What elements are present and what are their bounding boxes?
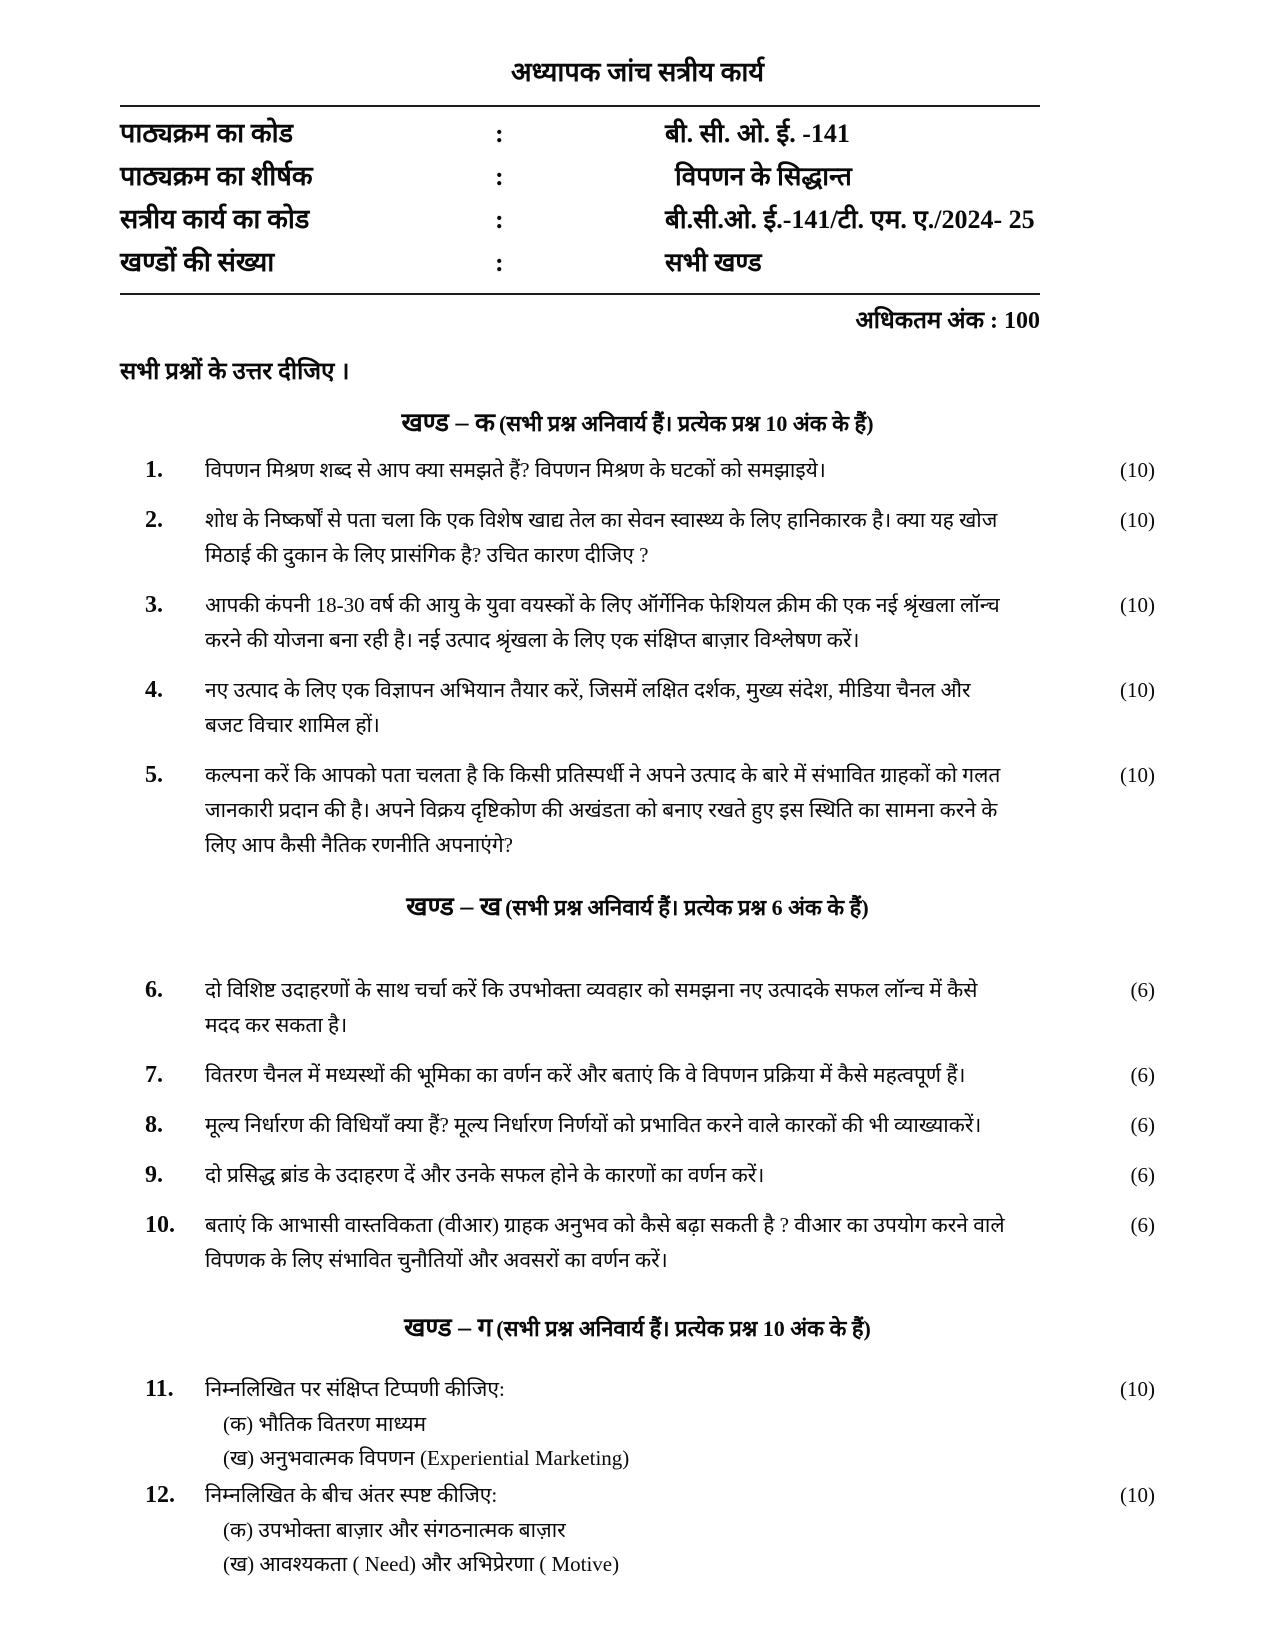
question-subitem: (क) उपभोक्ता बाज़ार और संगठनात्मक बाज़ार [223, 1518, 566, 1542]
meta-value: सभी खण्ड [665, 248, 762, 277]
meta-label: खण्डों की संख्या [120, 247, 275, 277]
meta-colon: : [495, 248, 504, 277]
question-text: बताएं कि आभासी वास्तविकता (वीआर) ग्राहक अनुभव को कैसे बढ़ा सकती है ? वीआर का उपयोग करने वाले विपणक के लिए संभावित चुनौतियों और अवसरों का वर्णन करें। [205, 1213, 1005, 1272]
question-text: शोध के निष्कर्षों से पता चला कि एक विशेष खाद्य तेल का सेवन स्वास्थ्य के लिए हानिकारक है। क्या यह खोज मिठाई की दुकान के लिए प्रासंगिक है? उचित कारण दीजिए ? [205, 508, 998, 567]
meta-value: बी. सी. ओ. ई. -141 [665, 119, 850, 148]
question-text: विपणन मिश्रण शब्द से आप क्या समझते हैं? विपणन मिश्रण के घटकों को समझाइये। [205, 458, 826, 482]
max-marks: अधिकतम अंक : 100 [855, 308, 1040, 334]
question-marks: (10) [1120, 458, 1155, 482]
question-text: दो प्रसिद्ध ब्रांड के उदाहरण दें और उनके सफल होने के कारणों का वर्णन करें। [205, 1163, 765, 1187]
question-row-5 [120, 758, 1155, 863]
course-meta-table [120, 107, 1040, 293]
question-number: 11. [145, 1376, 174, 1402]
section-b-header [120, 887, 1155, 923]
question-marks: (6) [1130, 1213, 1155, 1237]
meta-value: विपणन के सिद्धान्त [675, 162, 852, 191]
question-marks: (10) [1120, 678, 1155, 702]
section-c-note: (सभी प्रश्न अनिवार्य हैं। प्रत्येक प्रश्न 10 अंक के हैं) [496, 1316, 871, 1341]
question-row-4 [120, 673, 1155, 743]
meta-colon: : [495, 162, 504, 191]
question-number: 7. [145, 1062, 163, 1088]
question-text [205, 1478, 1045, 1581]
question-marks: (6) [1130, 1063, 1155, 1087]
section-a-header [120, 403, 1155, 439]
answer-all-instruction: सभी प्रश्नों के उत्तर दीजिए । [120, 359, 350, 385]
meta-label: पाठ्यक्रम का कोड [120, 118, 294, 148]
question-row-2 [120, 503, 1155, 573]
meta-row-course-code [120, 113, 1040, 156]
question-number: 1. [145, 457, 163, 483]
meta-colon: : [495, 205, 504, 234]
question-marks: (10) [1120, 593, 1155, 617]
section-a-name: खण्ड – क [401, 408, 495, 437]
question-marks: (6) [1130, 1113, 1155, 1137]
question-subitem: (ख) आवश्यकता ( Need) और अभिप्रेरणा ( Motive) [223, 1552, 620, 1576]
question-number: 8. [145, 1112, 163, 1138]
question-row-7 [120, 1058, 1155, 1093]
question-number: 2. [145, 507, 163, 533]
question-row-11 [120, 1372, 1155, 1475]
question-row-10 [120, 1208, 1155, 1278]
question-text: कल्पना करें कि आपको पता चलता है कि किसी प्रतिस्पर्धी ने अपने उत्पाद के बारे में संभावित ग्राहकों को गलत जानकारी प्रदान की है। अपने विक्रय दृष्टिकोण की अखंडता को बनाए रखते हुए इस स्थिति का सामना करने के लिए आप कैसी नैतिक रणनीति अपनाएंगे? [205, 763, 1001, 857]
question-text: वितरण चैनल में मध्यस्थों की भूमिका का वर्णन करें और बताएं कि वे विपणन प्रक्रिया में कैसे महत्वपूर्ण हैं। [205, 1063, 966, 1087]
question-marks: (10) [1120, 763, 1155, 787]
header-bottom-rule [120, 293, 1040, 295]
meta-colon: : [495, 119, 504, 148]
meta-row-assignment-code [120, 199, 1040, 242]
question-number: 3. [145, 592, 163, 618]
question-marks: (10) [1120, 508, 1155, 532]
section-b-note: (सभी प्रश्न अनिवार्य हैं। प्रत्येक प्रश्न 6 अंक के हैं) [505, 895, 869, 920]
section-c-header [120, 1308, 1155, 1344]
question-text-line: निम्नलिखित पर संक्षिप्त टिप्पणी कीजिए: [205, 1377, 505, 1401]
section-a-note: (सभी प्रश्न अनिवार्य हैं। प्रत्येक प्रश्न 10 अंक के हैं) [498, 411, 874, 436]
question-number: 6. [145, 977, 163, 1003]
page-title: अध्यापक जांच सत्रीय कार्य [510, 57, 765, 87]
section-b-name: खण्ड – ख [406, 892, 502, 921]
question-row-9 [120, 1158, 1155, 1193]
question-row-12 [120, 1478, 1155, 1581]
question-number: 12. [145, 1482, 175, 1508]
meta-row-course-title [120, 156, 1040, 199]
meta-label: पाठ्यक्रम का शीर्षक [120, 161, 313, 191]
question-marks: (10) [1120, 1483, 1155, 1507]
question-number: 10. [145, 1212, 175, 1238]
question-row-6 [120, 973, 1155, 1043]
question-number: 9. [145, 1162, 163, 1188]
question-row-8 [120, 1108, 1155, 1143]
question-number: 4. [145, 677, 163, 703]
question-text [205, 1372, 1045, 1475]
section-c-name: खण्ड – ग [404, 1313, 493, 1342]
question-marks: (6) [1130, 978, 1155, 1002]
question-row-1 [120, 453, 1155, 488]
question-text: मूल्य निर्धारण की विधियाँ क्या हैं? मूल्य निर्धारण निर्णयों को प्रभावित करने वाले कारकों की भी व्याख्याकरें। [205, 1113, 982, 1137]
question-number: 5. [145, 762, 163, 788]
meta-value: बी.सी.ओ. ई.-141/टी. एम. ए./2024- 25 [665, 205, 1035, 234]
meta-label: सत्रीय कार्य का कोड [120, 204, 310, 234]
question-row-3 [120, 588, 1155, 658]
question-subitem: (ख) अनुभवात्मक विपणन (Experiential Marketing) [223, 1446, 630, 1470]
question-text: दो विशिष्ट उदाहरणों के साथ चर्चा करें कि उपभोक्ता व्यवहार को समझना नए उत्पादके सफल लॉन्च में कैसे मदद कर सकता है। [205, 978, 978, 1037]
meta-row-sections-count [120, 242, 1040, 285]
question-marks: (10) [1120, 1377, 1155, 1401]
question-text: आपकी कंपनी 18-30 वर्ष की आयु के युवा वयस्कों के लिए ऑर्गेनिक फेशियल क्रीम की एक नई श्रृंखला लॉन्च करने की योजना बना रही है। नई उत्पाद श्रृंखला के लिए एक संक्षिप्त बाज़ार विश्लेषण करें। [205, 593, 1000, 652]
question-text: नए उत्पाद के लिए एक विज्ञापन अभियान तैयार करें, जिसमें लक्षित दर्शक, मुख्य संदेश, मीडिया चैनल और बजट विचार शामिल हों। [205, 678, 971, 737]
question-subitem: (क) भौतिक वितरण माध्यम [223, 1412, 427, 1436]
question-text-line: निम्नलिखित के बीच अंतर स्पष्ट कीजिए: [205, 1483, 498, 1507]
question-marks: (6) [1130, 1163, 1155, 1187]
